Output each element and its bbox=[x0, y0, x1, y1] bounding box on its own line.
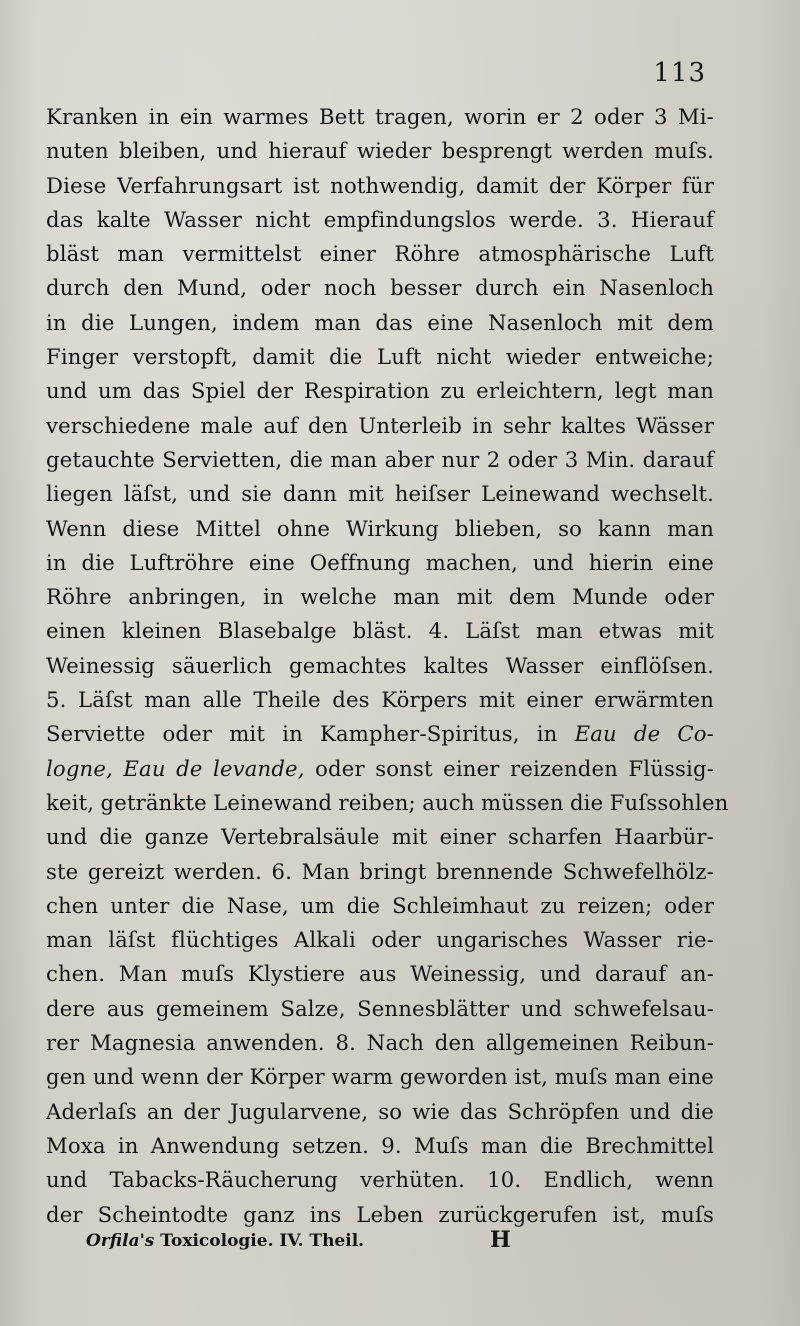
line-text: Wenn diese Mittel ohne Wirkung blieben, so kann man bbox=[46, 515, 714, 541]
text-line bbox=[46, 1095, 714, 1129]
text-line bbox=[46, 203, 714, 237]
text-line bbox=[46, 992, 714, 1026]
line-text: Röhre anbringen, in welche man mit dem Munde oder bbox=[46, 584, 714, 610]
line-text: Moxa in Anwendung setzen. 9. Muſs man die Brechmittel bbox=[46, 1132, 714, 1158]
text-line bbox=[46, 1026, 714, 1060]
text-line bbox=[46, 512, 714, 546]
page-footer bbox=[86, 1227, 516, 1257]
signature-mark: H bbox=[490, 1227, 511, 1253]
text-line bbox=[46, 100, 714, 134]
line-text: man läſst flüchtiges Alkali oder ungarisches Wasser rie- bbox=[46, 927, 714, 953]
line-text: keit, getränkte Leinewand reiben; auch müssen die Fuſssohlen bbox=[46, 789, 729, 815]
line-text: der Scheintodte ganz ins Leben zurückgerufen ist, muſs bbox=[46, 1201, 714, 1227]
text-line bbox=[46, 889, 714, 923]
text-line bbox=[46, 820, 714, 854]
footer-title: Toxicologie. IV. Theil. bbox=[160, 1231, 365, 1251]
line-text: und Tabacks-Räucherung verhüten. 10. Endlich, wenn bbox=[46, 1167, 714, 1193]
line-text: und um das Spiel der Respiration zu erleichtern, legt man bbox=[46, 378, 714, 404]
text-line bbox=[46, 683, 714, 717]
text-line bbox=[46, 306, 714, 340]
text-line bbox=[46, 580, 714, 614]
body-text bbox=[46, 100, 729, 1232]
line-text: rer Magnesia anwenden. 8. Nach den allgemeinen Reibun- bbox=[46, 1030, 714, 1056]
line-italic-text: logne, Eau de levande, bbox=[46, 755, 305, 781]
text-line bbox=[46, 134, 714, 168]
line-text: einen kleinen Blasebalge bläst. 4. Läſst man etwas mit bbox=[46, 618, 714, 644]
text-line bbox=[46, 923, 714, 957]
footer-author: Orfila's bbox=[86, 1231, 155, 1251]
text-line bbox=[46, 409, 714, 443]
text-line bbox=[46, 237, 714, 271]
line-text: durch den Mund, oder noch besser durch ein Nasenloch bbox=[46, 275, 714, 301]
footer-citation bbox=[86, 1231, 364, 1251]
line-text: Diese Verfahrungsart ist nothwendig, damit der Körper für bbox=[46, 172, 714, 198]
line-text: Weinessig säuerlich gemachtes kaltes Wasser einflöſsen. bbox=[46, 652, 714, 678]
text-line bbox=[46, 1060, 714, 1094]
line-text: in die Luftröhre eine Oeffnung machen, und hierin eine bbox=[46, 549, 714, 575]
text-line bbox=[46, 649, 714, 683]
line-text: in die Lungen, indem man das eine Nasenloch mit dem bbox=[46, 309, 714, 335]
text-line bbox=[46, 443, 714, 477]
line-text: gen und wenn der Körper warm geworden ist, muſs man eine bbox=[46, 1064, 714, 1090]
line-text: getauchte Servietten, die man aber nur 2 oder 3 Min. darauf bbox=[46, 446, 714, 472]
line-text: verschiedene male auf den Unterleib in sehr kaltes Wässer bbox=[46, 412, 714, 438]
line-text: und die ganze Vertebralsäule mit einer scharfen Haarbür- bbox=[46, 824, 714, 850]
text-line bbox=[46, 957, 714, 991]
text-line bbox=[46, 546, 714, 580]
line-text: chen. Man muſs Klystiere aus Weinessig, und darauf an- bbox=[46, 961, 714, 987]
line-text: liegen läſst, und sie dann mit heiſser Leinewand wechselt. bbox=[46, 481, 714, 507]
line-text: Finger verstopft, damit die Luft nicht wieder entweiche; bbox=[46, 344, 714, 370]
line-text: Kranken in ein warmes Bett tragen, worin er 2 oder 3 Mi- bbox=[46, 104, 714, 129]
line-italic-text: Eau de Co- bbox=[574, 721, 714, 747]
line-text: chen unter die Nase, um die Schleimhaut zu reizen; oder bbox=[46, 892, 714, 918]
text-line bbox=[46, 752, 714, 786]
text-line bbox=[46, 340, 714, 374]
text-line bbox=[46, 271, 714, 305]
line-text: ste gereizt werden. 6. Man bringt brennende Schwefelhölz- bbox=[46, 858, 714, 884]
line-text: das kalte Wasser nicht empfindungslos werde. 3. Hierauf bbox=[46, 206, 714, 232]
text-line bbox=[46, 855, 714, 889]
text-line bbox=[46, 614, 714, 648]
text-line bbox=[46, 477, 714, 511]
text-line bbox=[46, 717, 714, 751]
line-text: dere aus gemeinem Salze, Sennesblätter und schwefelsau- bbox=[46, 995, 714, 1021]
text-line bbox=[46, 374, 714, 408]
text-line bbox=[46, 786, 729, 820]
page-number: 113 bbox=[653, 58, 706, 88]
line-text: nuten bleiben, und hierauf wieder besprengt werden muſs. bbox=[46, 138, 714, 164]
line-text: oder sonst einer reizenden Flüssig- bbox=[304, 755, 715, 781]
line-text: bläst man vermittelst einer Röhre atmosphärische Luft bbox=[46, 241, 714, 267]
line-text: 5. Läſst man alle Theile des Körpers mit einer erwärmten bbox=[46, 687, 714, 713]
text-line bbox=[46, 1163, 714, 1197]
text-line bbox=[46, 169, 714, 203]
line-text: Serviette oder mit in Kampher-Spiritus, in bbox=[46, 721, 575, 747]
text-line bbox=[46, 1129, 714, 1163]
line-text: Aderlaſs an der Jugularvene, so wie das Schröpfen und die bbox=[46, 1098, 714, 1124]
